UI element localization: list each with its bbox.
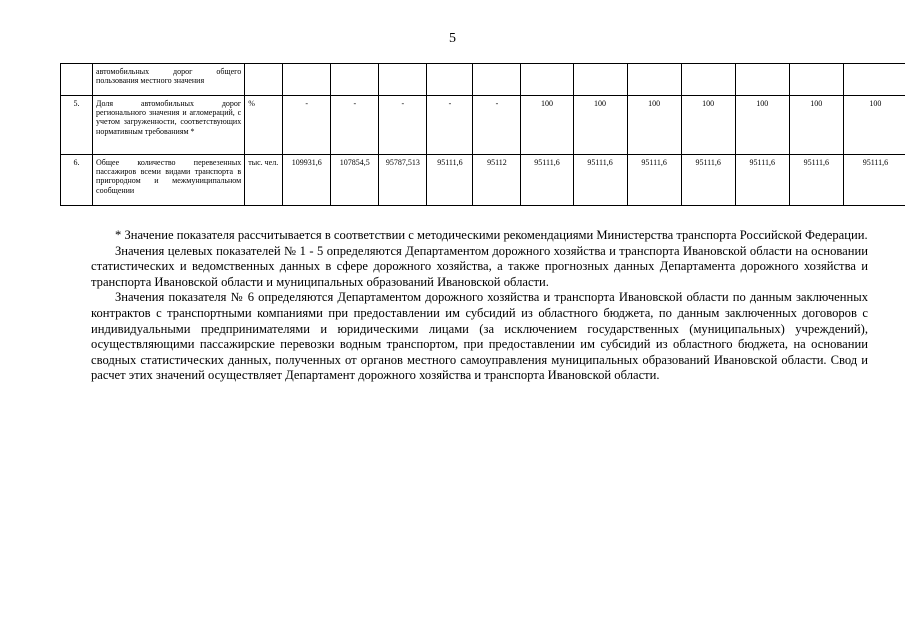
- value-cell: 95111,6: [427, 155, 473, 206]
- page-number: 5: [449, 31, 456, 46]
- indicator-cell: автомобильных дорог общего пользования местного значения: [93, 64, 245, 96]
- notes-section: [91, 228, 868, 384]
- value-cell: -: [427, 96, 473, 155]
- unit-cell: тыс. чел.: [245, 155, 283, 206]
- value-cell: -: [379, 96, 427, 155]
- indicator-cell: Доля автомобильных дорог регионального значения и агломераций, с учетом загруженности, соответствующих нормативным требованиям *: [93, 96, 245, 155]
- value-cell: 100: [521, 96, 573, 155]
- table-row: [61, 96, 905, 155]
- table-row: [61, 64, 905, 96]
- value-cell: 95111,6: [627, 155, 681, 206]
- value-cell: 95111,6: [789, 155, 843, 206]
- value-cell: 95112: [473, 155, 521, 206]
- value-cell: 100: [735, 96, 789, 155]
- value-cell: 107854,5: [331, 155, 379, 206]
- indicators-table: [60, 63, 905, 206]
- value-cell: -: [473, 96, 521, 155]
- table-row: [61, 155, 905, 206]
- note-paragraph: * Значение показателя рассчитывается в соответствии с методическими рекомендациями Министерства транспорта Российской Федерации.: [115, 228, 868, 242]
- note-paragraph: Значения показателя № 6 определяются Департаментом дорожного хозяйства и транспорта Ивановской области по данным заключенных контрактов с транспортными компаниями при предоставлении им субсидий из областного бюджета, по данным заключенных договоров с индивидуальными предпринимателями и юридическими лицами (за исключением государственных (муниципальных) учреждений), осуществляющими пассажирские перевозки водным транспортом, при предоставлении им субсидий из областного бюджета, на основании сводных статистических данных, полученных от органов местного самоуправления муниципальных образований Ивановской области. Свод и расчет этих значений осуществляет Департамент дорожного хозяйства и транспорта Ивановской области.: [91, 290, 868, 383]
- value-cell: 100: [789, 96, 843, 155]
- note-paragraph: Значения целевых показателей № 1 - 5 определяются Департаментом дорожного хозяйства и транспорта Ивановской области на основании статистических и ведомственных данных в сфере дорожного хозяйства, а также прогнозных данных Департамента дорожного хозяйства и транспорта Ивановской области и муниципальных образований Ивановской области.: [91, 243, 868, 289]
- value-cell: -: [283, 96, 331, 155]
- row-number: 5.: [61, 96, 93, 155]
- indicator-cell: Общее количество перевезенных пассажиров всеми видами транспорта в пригородном и межмуниципальном сообщении: [93, 155, 245, 206]
- value-cell: 100: [573, 96, 627, 155]
- value-cell: 95111,6: [681, 155, 735, 206]
- value-cell: 95111,6: [735, 155, 789, 206]
- unit-cell: %: [245, 96, 283, 155]
- value-cell: 95787,513: [379, 155, 427, 206]
- value-cell: 95111,6: [843, 155, 905, 206]
- value-cell: 109931,6: [283, 155, 331, 206]
- value-cell: 100: [681, 96, 735, 155]
- value-cell: 100: [843, 96, 905, 155]
- table-cell: [61, 64, 93, 96]
- value-cell: 100: [627, 96, 681, 155]
- value-cell: 95111,6: [521, 155, 573, 206]
- row-number: 6.: [61, 155, 93, 206]
- value-cell: 95111,6: [573, 155, 627, 206]
- value-cell: -: [331, 96, 379, 155]
